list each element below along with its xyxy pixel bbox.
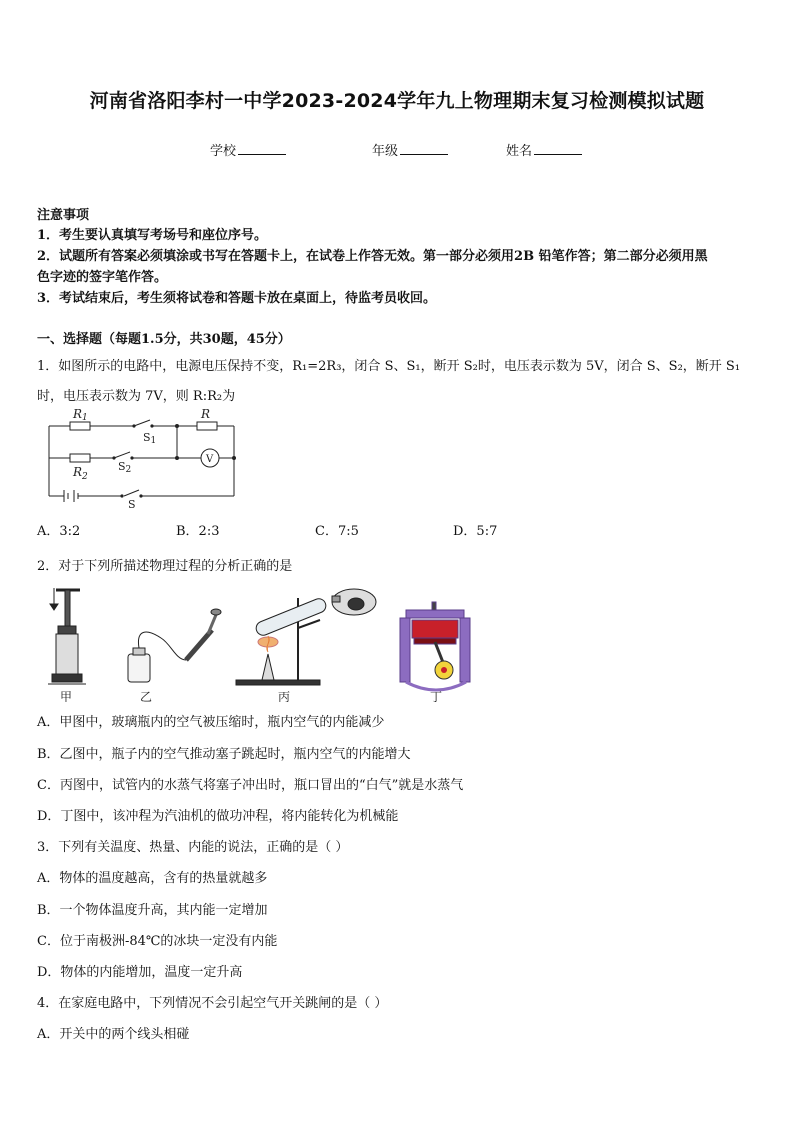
q4-stem: 4．在家庭电路中，下列情况不会引起空气开关跳闸的是（ ）: [37, 996, 388, 1011]
svg-text:S2: [118, 460, 131, 475]
q1-circuit-diagram: [44, 406, 240, 510]
q2-stem: 2．对于下列所描述物理过程的分析正确的是: [37, 559, 293, 574]
name-blank[interactable]: [534, 142, 582, 155]
s1-switch-blade: [134, 420, 150, 426]
q1-option-b[interactable]: B．2:3: [176, 524, 220, 539]
r-resistor: [197, 422, 217, 430]
q2-option-a[interactable]: A．甲图中，玻璃瓶内的空气被压缩时，瓶内空气的内能减少: [37, 715, 385, 730]
q3-stem: 3．下列有关温度、热量、内能的说法，正确的是（ ）: [37, 840, 349, 855]
q3-option-c[interactable]: C．位于南极洲-84℃的冰块一定没有内能: [37, 934, 278, 949]
notes-heading: 注意事项: [37, 208, 90, 223]
s2-label: S: [118, 460, 126, 473]
q4-option-a[interactable]: A．开关中的两个线头相碰: [37, 1027, 190, 1042]
school-label: 学校: [210, 144, 237, 159]
q2-option-c[interactable]: C．丙图中，试管内的水蒸气将塞子冲出时，瓶口冒出的“白气”就是水蒸气: [37, 778, 464, 793]
q1-option-a[interactable]: A．3:2: [37, 524, 81, 539]
svg-text:S1: [143, 431, 156, 446]
q3-option-a[interactable]: A．物体的温度越高，含有的热量就越多: [37, 871, 268, 886]
q1-option-c[interactable]: C．7:5: [315, 524, 359, 539]
name-field[interactable]: [506, 140, 582, 159]
note-item: 3．考试结束后，考生须将试卷和答题卡放在桌面上，待监考员收回。: [37, 291, 437, 306]
figure-bing: [236, 589, 376, 685]
s1-sub: 1: [150, 436, 157, 446]
r2-sub: 2: [82, 472, 88, 482]
svg-text:R2: [72, 465, 88, 482]
s1-label: S: [143, 431, 151, 444]
s-label: S: [128, 498, 136, 510]
r1-resistor: [70, 422, 90, 430]
s-switch-blade: [124, 490, 139, 496]
q2-option-b[interactable]: B．乙图中，瓶子内的空气推动塞子跳起时，瓶内空气的内能增大: [37, 747, 411, 762]
name-label: 姓名: [506, 144, 533, 159]
r-label: R: [201, 407, 211, 421]
voltmeter-label: V: [206, 454, 214, 465]
grade-field[interactable]: [372, 140, 448, 159]
caption-jia: 甲: [60, 690, 73, 702]
note-item: 1．考生要认真填写考场号和座位序号。: [37, 228, 268, 243]
note-item: 2．试题所有答案必须填涂或书写在答题卡上，在试卷上作答无效。第一部分必须用2B 铅笔作答；第二部分必须用黑: [37, 249, 708, 264]
q2-figures: [36, 580, 496, 702]
school-blank[interactable]: [238, 142, 286, 155]
school-field[interactable]: [210, 140, 286, 159]
s2-switch-blade: [114, 452, 130, 458]
r2-resistor: [70, 454, 90, 462]
figure-yi: [128, 609, 221, 682]
figure-jia: [48, 588, 86, 684]
svg-text:R1: [72, 407, 88, 423]
q3-option-b[interactable]: B．一个物体温度升高，其内能一定增加: [37, 903, 268, 918]
note-item: 色字迹的签字笔作答。: [37, 270, 168, 285]
section-heading: 一、选择题（每题1.5分，共30题，45分）: [37, 332, 291, 347]
caption-bing: 丙: [278, 690, 291, 702]
r1-sub: 1: [82, 413, 88, 423]
q3-option-d[interactable]: D．物体的内能增加，温度一定升高: [37, 965, 243, 980]
q1-stem-line2: 时，电压表示数为 7V，则 R:R₂为: [37, 389, 236, 404]
grade-label: 年级: [372, 144, 399, 159]
grade-blank[interactable]: [400, 142, 448, 155]
r1-label: R: [73, 407, 83, 421]
caption-yi: 乙: [140, 690, 153, 702]
page-title: 河南省洛阳李村一中学2023-2024学年九上物理期末复习检测模拟试题: [89, 90, 705, 112]
s2-sub: 2: [125, 465, 132, 475]
r2-label: R: [73, 465, 83, 479]
figure-ding: [400, 602, 470, 690]
q1-option-d[interactable]: D．5:7: [453, 524, 498, 539]
q2-option-d[interactable]: D．丁图中，该冲程为汽油机的做功冲程，将内能转化为机械能: [37, 809, 399, 824]
caption-ding: 丁: [430, 690, 443, 702]
q1-stem-line1: 1．如图所示的电路中，电源电压保持不变，R₁=2R₃，闭合 S、S₁，断开 S₂时，电压表示数为 5V，闭合 S、S₂，断开 S₁: [37, 359, 741, 374]
